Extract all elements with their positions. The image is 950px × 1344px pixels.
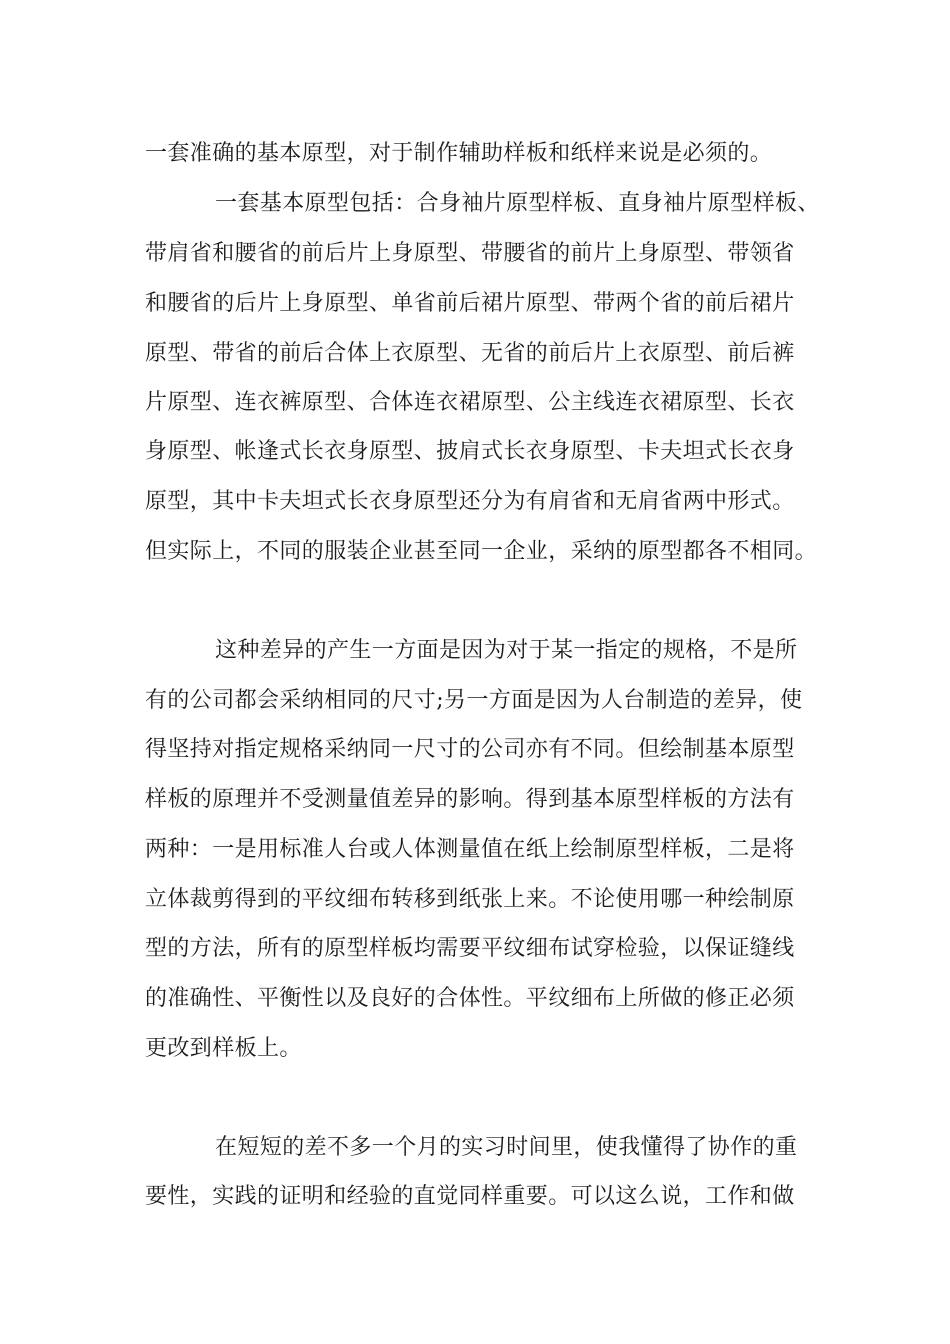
text-line: 样板的原理并不受测量值差异的影响。得到基本原型样板的方法有 bbox=[145, 787, 795, 812]
text-line: 一套准确的基本原型，对于制作辅助样板和纸样来说是必须的。 bbox=[145, 141, 773, 166]
paragraph-first-line: 在短短的差不多一个月的实习时间里，使我懂得了协作的重 bbox=[215, 1135, 798, 1160]
paragraph-first-line: 一套基本原型包括：合身袖片原型样板、直身袖片原型样板、 bbox=[215, 191, 820, 216]
text-line: 但实际上，不同的服装企业甚至同一企业，采纳的原型都各不相同。 bbox=[145, 539, 818, 564]
text-line: 得坚持对指定规格采纳同一尺寸的公司亦有不同。但绘制基本原型 bbox=[145, 737, 795, 762]
text-line: 原型、带省的前后合体上衣原型、无省的前后片上衣原型、前后裤 bbox=[145, 341, 795, 366]
paragraph-first-line: 这种差异的产生一方面是因为对于某一指定的规格，不是所 bbox=[215, 638, 798, 663]
text-line: 带肩省和腰省的前后片上身原型、带腰省的前片上身原型、带领省 bbox=[145, 241, 795, 266]
text-line: 有的公司都会采纳相同的尺寸;另一方面是因为人台制造的差异，使 bbox=[145, 688, 803, 713]
text-line: 更改到样板上。 bbox=[145, 1036, 302, 1061]
text-line: 片原型、连衣裤原型、合体连衣裙原型、公主线连衣裙原型、长衣 bbox=[145, 390, 795, 415]
text-line: 型的方法，所有的原型样板均需要平纹细布试穿检验，以保证缝线 bbox=[145, 936, 795, 961]
text-line: 和腰省的后片上身原型、单省前后裙片原型、带两个省的前后裙片 bbox=[145, 291, 795, 316]
text-line: 的准确性、平衡性以及良好的合体性。平纹细布上所做的修正必须 bbox=[145, 986, 795, 1011]
text-line: 两种：一是用标准人台或人体测量值在纸上绘制原型样板，二是将 bbox=[145, 837, 795, 862]
text-line: 原型，其中卡夫坦式长衣身原型还分为有肩省和无肩省两中形式。 bbox=[145, 489, 795, 514]
text-line: 立体裁剪得到的平纹细布转移到纸张上来。不论使用哪一种绘制原 bbox=[145, 887, 795, 912]
text-line: 要性，实践的证明和经验的直觉同样重要。可以这么说，工作和做 bbox=[145, 1184, 795, 1209]
text-line: 身原型、帐逢式长衣身原型、披肩式长衣身原型、卡夫坦式长衣身 bbox=[145, 439, 795, 464]
